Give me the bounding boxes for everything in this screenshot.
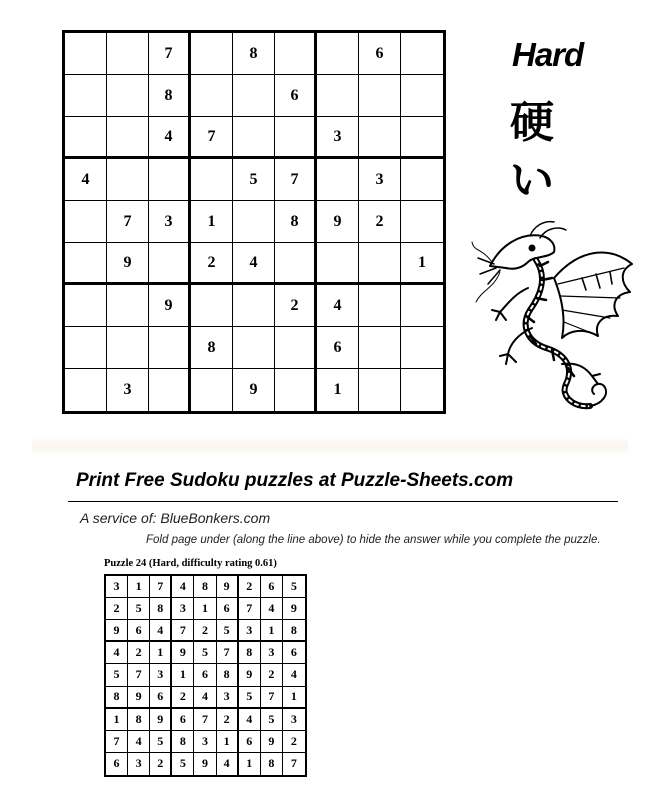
puzzle-cell: 3 bbox=[107, 369, 149, 411]
puzzle-cell bbox=[233, 75, 275, 117]
puzzle-cell: 4 bbox=[317, 285, 359, 327]
answer-cell: 4 bbox=[172, 576, 194, 598]
answer-cell: 6 bbox=[128, 620, 150, 642]
puzzle-cell bbox=[65, 369, 107, 411]
puzzle-cell: 2 bbox=[359, 201, 401, 243]
answer-cell: 9 bbox=[283, 598, 305, 620]
answer-cell: 7 bbox=[217, 642, 239, 664]
puzzle-cell bbox=[275, 33, 317, 75]
answer-cell: 5 bbox=[150, 731, 172, 753]
answer-cell: 3 bbox=[150, 664, 172, 686]
puzzle-cell bbox=[275, 327, 317, 369]
puzzle-cell bbox=[233, 117, 275, 159]
answer-cell: 1 bbox=[217, 731, 239, 753]
answer-cell: 7 bbox=[290, 756, 297, 771]
answer-cell: 2 bbox=[172, 687, 194, 709]
answer-cell: 5 bbox=[106, 664, 128, 686]
answer-cell: 8 bbox=[217, 664, 239, 686]
answer-cell: 4 bbox=[194, 687, 216, 709]
site-title: Print Free Sudoku puzzles at Puzzle-Sheets.com bbox=[76, 470, 514, 491]
answer-cell: 3 bbox=[172, 598, 194, 620]
puzzle-cell bbox=[359, 75, 401, 117]
answer-cell: 6 bbox=[194, 664, 216, 686]
answer-cell: 9 bbox=[128, 687, 150, 709]
puzzle-cell bbox=[191, 285, 233, 327]
answer-cell: 4 bbox=[239, 709, 261, 731]
puzzle-cell: 8 bbox=[275, 201, 317, 243]
puzzle-cell bbox=[107, 327, 149, 369]
puzzle-cell: 7 bbox=[107, 201, 149, 243]
puzzle-cell bbox=[191, 33, 233, 75]
answer-cell: 8 bbox=[261, 753, 283, 775]
answer-cell: 1 bbox=[239, 753, 261, 775]
puzzle-cell bbox=[401, 369, 443, 411]
answer-cell: 4 bbox=[106, 642, 128, 664]
sudoku-puzzle-grid bbox=[62, 30, 446, 414]
answer-cell: 7 bbox=[261, 687, 283, 709]
puzzle-cell bbox=[359, 369, 401, 411]
puzzle-cell: 6 bbox=[359, 33, 401, 75]
answer-cell: 1 bbox=[172, 664, 194, 686]
answer-cell: 8 bbox=[283, 620, 305, 642]
puzzle-cell: 8 bbox=[191, 327, 233, 369]
answer-cell: 9 bbox=[217, 576, 239, 598]
answer-cell: 5 bbox=[217, 620, 239, 642]
puzzle-cell: 5 bbox=[233, 159, 275, 201]
answer-cell: 6 bbox=[239, 731, 261, 753]
fold-band bbox=[32, 436, 628, 456]
puzzle-cell bbox=[107, 159, 149, 201]
puzzle-cell: 7 bbox=[149, 33, 191, 75]
puzzle-cell bbox=[317, 243, 359, 285]
puzzle-cell bbox=[107, 285, 149, 327]
answer-cell: 3 bbox=[128, 753, 150, 775]
puzzle-cell: 8 bbox=[149, 75, 191, 117]
puzzle-cell: 4 bbox=[233, 243, 275, 285]
puzzle-cell: 4 bbox=[149, 117, 191, 159]
puzzle-cell: 7 bbox=[191, 117, 233, 159]
answer-cell: 7 bbox=[128, 664, 150, 686]
answer-cell: 3 bbox=[239, 620, 261, 642]
answer-cell: 2 bbox=[150, 753, 172, 775]
answer-cell: 5 bbox=[261, 709, 283, 731]
puzzle-cell bbox=[317, 33, 359, 75]
puzzle-cell bbox=[401, 33, 443, 75]
answer-cell: 8 bbox=[194, 576, 216, 598]
puzzle-cell: 9 bbox=[149, 285, 191, 327]
puzzle-cell: 7 bbox=[275, 159, 317, 201]
puzzle-cell bbox=[359, 243, 401, 285]
service-text: A service of: BlueBonkers.com bbox=[80, 510, 271, 526]
answer-cell: 2 bbox=[261, 664, 283, 686]
puzzle-cell bbox=[65, 243, 107, 285]
answer-cell: 9 bbox=[150, 709, 172, 731]
answer-cell: 7 bbox=[150, 576, 172, 598]
puzzle-cell: 2 bbox=[191, 243, 233, 285]
puzzle-cell bbox=[401, 75, 443, 117]
puzzle-cell bbox=[401, 327, 443, 369]
answer-cell: 4 bbox=[150, 620, 172, 642]
puzzle-cell bbox=[149, 327, 191, 369]
puzzle-cell bbox=[233, 201, 275, 243]
puzzle-cell: 9 bbox=[317, 201, 359, 243]
answer-cell: 3 bbox=[261, 642, 283, 664]
puzzle-cell bbox=[275, 369, 317, 411]
answer-cell: 7 bbox=[106, 731, 128, 753]
answer-cell: 4 bbox=[283, 664, 305, 686]
puzzle-cell bbox=[191, 75, 233, 117]
answer-cell: 2 bbox=[194, 620, 216, 642]
puzzle-cell bbox=[233, 285, 275, 327]
puzzle-cell bbox=[359, 117, 401, 159]
answer-cell: 9 bbox=[106, 620, 128, 642]
dragon-icon bbox=[470, 218, 640, 413]
answer-cell: 6 bbox=[150, 687, 172, 709]
answer-cell: 1 bbox=[194, 598, 216, 620]
puzzle-cell: 3 bbox=[359, 159, 401, 201]
answer-cell: 5 bbox=[239, 687, 261, 709]
puzzle-cell bbox=[317, 159, 359, 201]
answer-cell: 6 bbox=[283, 642, 305, 664]
answer-cell: 8 bbox=[172, 731, 194, 753]
answer-cell: 9 bbox=[261, 731, 283, 753]
answer-cell: 9 bbox=[172, 642, 194, 664]
answer-cell: 5 bbox=[172, 753, 194, 775]
answer-cell: 3 bbox=[217, 687, 239, 709]
difficulty-kanji-2: い bbox=[510, 155, 554, 206]
answer-cell: 7 bbox=[194, 709, 216, 731]
answer-cell: 3 bbox=[283, 709, 305, 731]
puzzle-cell: 1 bbox=[317, 369, 359, 411]
answer-cell: 2 bbox=[106, 598, 128, 620]
answer-cell: 4 bbox=[261, 598, 283, 620]
puzzle-cell bbox=[317, 75, 359, 117]
puzzle-cell: 1 bbox=[191, 201, 233, 243]
puzzle-cell: 6 bbox=[317, 327, 359, 369]
difficulty-label: Hard bbox=[512, 36, 584, 73]
puzzle-cell bbox=[65, 117, 107, 159]
fold-instructions: Fold page under (along the line above) to hide the answer while you complete the puzzle. bbox=[146, 534, 601, 546]
puzzle-cell: 2 bbox=[275, 285, 317, 327]
puzzle-cell bbox=[107, 117, 149, 159]
answer-cell: 9 bbox=[194, 753, 216, 775]
puzzle-cell bbox=[401, 117, 443, 159]
puzzle-cell: 1 bbox=[401, 243, 443, 285]
puzzle-cell bbox=[275, 243, 317, 285]
puzzle-cell bbox=[275, 117, 317, 159]
answer-cell: 8 bbox=[150, 598, 172, 620]
answer-cell: 1 bbox=[283, 687, 305, 709]
puzzle-cell: 9 bbox=[107, 243, 149, 285]
puzzle-cell bbox=[65, 285, 107, 327]
answer-cell: 6 bbox=[106, 753, 128, 775]
answer-cell: 5 bbox=[283, 576, 305, 598]
answer-cell: 1 bbox=[261, 620, 283, 642]
answer-cell: 2 bbox=[283, 731, 305, 753]
puzzle-cell: 8 bbox=[233, 33, 275, 75]
puzzle-cell: 4 bbox=[65, 159, 107, 201]
answer-cell: 1 bbox=[150, 642, 172, 664]
answer-cell: 3 bbox=[194, 731, 216, 753]
answer-cell: 6 bbox=[172, 709, 194, 731]
answer-cell: 2 bbox=[239, 576, 261, 598]
puzzle-cell: 3 bbox=[317, 117, 359, 159]
puzzle-cell bbox=[149, 369, 191, 411]
puzzle-cell bbox=[149, 159, 191, 201]
puzzle-cell bbox=[65, 33, 107, 75]
puzzle-cell bbox=[65, 201, 107, 243]
puzzle-cell bbox=[401, 201, 443, 243]
answer-cell: 2 bbox=[128, 642, 150, 664]
answer-cell: 8 bbox=[128, 709, 150, 731]
puzzle-cell bbox=[233, 327, 275, 369]
answer-cell: 7 bbox=[239, 598, 261, 620]
answer-cell: 3 bbox=[106, 576, 128, 598]
puzzle-cell bbox=[359, 285, 401, 327]
puzzle-cell bbox=[401, 285, 443, 327]
answer-cell: 2 bbox=[217, 709, 239, 731]
answer-cell: 5 bbox=[128, 598, 150, 620]
puzzle-cell: 6 bbox=[275, 75, 317, 117]
puzzle-cell bbox=[65, 75, 107, 117]
answer-cell: 4 bbox=[128, 731, 150, 753]
answer-cell: 7 bbox=[172, 620, 194, 642]
answer-cell: 9 bbox=[239, 664, 261, 686]
answer-cell: 4 bbox=[217, 753, 239, 775]
puzzle-cell: 9 bbox=[233, 369, 275, 411]
puzzle-cell bbox=[107, 33, 149, 75]
fold-divider-line bbox=[68, 501, 618, 502]
puzzle-cell bbox=[191, 369, 233, 411]
puzzle-cell bbox=[65, 327, 107, 369]
puzzle-cell bbox=[107, 75, 149, 117]
answer-caption: Puzzle 24 (Hard, difficulty rating 0.61) bbox=[104, 558, 277, 569]
answer-cell: 6 bbox=[261, 576, 283, 598]
answer-cell: 5 bbox=[194, 642, 216, 664]
answer-cell: 8 bbox=[239, 642, 261, 664]
puzzle-cell bbox=[191, 159, 233, 201]
answer-cell: 6 bbox=[217, 598, 239, 620]
puzzle-cell bbox=[359, 327, 401, 369]
answer-cell: 1 bbox=[128, 576, 150, 598]
difficulty-kanji-1: 硬 bbox=[510, 97, 554, 148]
answer-cell: 1 bbox=[106, 709, 128, 731]
sudoku-answer-grid bbox=[104, 574, 307, 777]
answer-cell: 8 bbox=[106, 687, 128, 709]
puzzle-cell bbox=[149, 243, 191, 285]
puzzle-cell bbox=[401, 159, 443, 201]
puzzle-cell: 3 bbox=[149, 201, 191, 243]
